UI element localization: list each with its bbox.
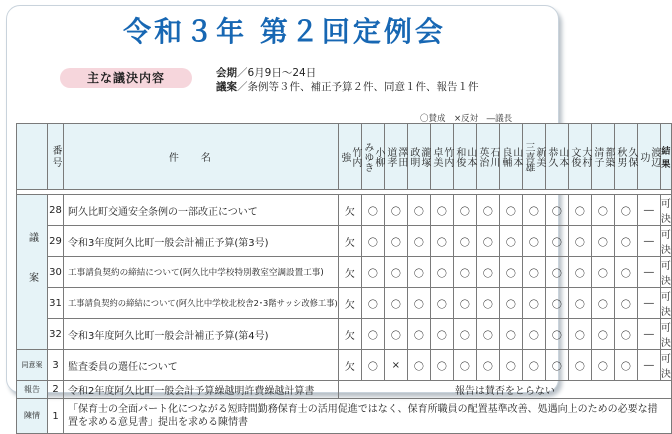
vote-cell: 〇 [499, 288, 522, 319]
vote-cell: 〇 [453, 195, 476, 226]
table-row [17, 257, 672, 288]
vote-cell: 〇 [361, 319, 384, 350]
member-surname: 大村 [579, 146, 591, 167]
session-line [216, 67, 316, 80]
row-number: 3 [48, 350, 64, 381]
vote-cell: 〇 [407, 226, 430, 257]
vote-cell: 〇 [361, 226, 384, 257]
vote-cell: 〇 [384, 226, 407, 257]
member-header [545, 124, 568, 190]
member-given: 卓美 [430, 146, 442, 167]
vote-cell: 〇 [476, 288, 499, 319]
member-header [568, 124, 591, 190]
vote-cell: 〇 [499, 257, 522, 288]
result-cell: 可決 [660, 226, 671, 257]
vote-cell: 〇 [568, 226, 591, 257]
member-given: 政明 [407, 146, 419, 167]
vote-cell: 〇 [499, 350, 522, 381]
vote-cell: 〇 [545, 288, 568, 319]
vote-cell: 欠 [338, 288, 361, 319]
vote-cell: ― [637, 288, 660, 319]
row-name: 工事請負契約の締結について(阿久比中学校特別教室空調設置工事) [64, 257, 339, 288]
member-surname: 小柳 [372, 146, 384, 167]
vote-cell: 〇 [568, 257, 591, 288]
session-value: 6月9日〜24日 [247, 67, 317, 79]
vote-cell: 〇 [614, 319, 637, 350]
member-given: 道孝 [384, 146, 396, 167]
member-header [637, 124, 660, 190]
member-given: 良輔 [499, 146, 511, 167]
vote-cell: 〇 [476, 319, 499, 350]
member-surname: 山本 [510, 146, 522, 167]
table-row [17, 319, 672, 350]
vote-cell: 〇 [361, 288, 384, 319]
result-cell: 可決 [660, 195, 671, 226]
member-surname: 都築 [602, 146, 614, 167]
vote-cell: 〇 [591, 319, 614, 350]
vote-cell: 〇 [568, 350, 591, 381]
member-given: 清子 [591, 146, 603, 167]
result-cell: 可決 [660, 257, 671, 288]
header-result: 結果 [660, 124, 671, 190]
vote-cell: 〇 [476, 226, 499, 257]
member-header [453, 124, 476, 190]
vote-cell: 〇 [430, 195, 453, 226]
vote-cell: 欠 [338, 350, 361, 381]
vote-cell: 〇 [522, 195, 545, 226]
vote-cell: 〇 [545, 319, 568, 350]
table-row [17, 226, 672, 257]
member-surname: 山本 [464, 146, 476, 167]
vote-cell: 〇 [361, 195, 384, 226]
row-name: 工事請負契約の締結について(阿久比中学校北校舎2･3階サッシ改修工事) [64, 288, 339, 319]
table-row [17, 381, 672, 399]
vote-cell: 〇 [568, 319, 591, 350]
member-surname: 澤田 [395, 146, 407, 167]
vote-cell: 〇 [522, 319, 545, 350]
member-given: 強 [338, 151, 350, 162]
vote-cell: 〇 [614, 350, 637, 381]
member-header [614, 124, 637, 190]
member-header [476, 124, 499, 190]
vote-cell: 〇 [430, 288, 453, 319]
category-doui: 同意案 [17, 350, 48, 381]
member-header [499, 124, 522, 190]
vote-cell: 〇 [591, 195, 614, 226]
row-number: 31 [48, 288, 64, 319]
header-name: 件名 [64, 124, 339, 190]
session-label: 会期 [216, 67, 237, 79]
vote-cell: 〇 [522, 226, 545, 257]
result-cell: 可決 [660, 288, 671, 319]
vote-cell: 〇 [384, 257, 407, 288]
table-row [17, 195, 672, 226]
member-surname: 瀧塚 [418, 146, 430, 167]
vote-cell: ― [637, 319, 660, 350]
vote-cell: 〇 [384, 319, 407, 350]
member-surname: 竹内 [441, 146, 453, 167]
vote-cell: 〇 [407, 257, 430, 288]
vote-cell: ― [637, 195, 660, 226]
vote-cell: 〇 [522, 350, 545, 381]
vote-cell: 〇 [499, 319, 522, 350]
member-surname: 久保 [625, 146, 637, 167]
vote-cell: 〇 [614, 226, 637, 257]
result-cell: 可決 [660, 319, 671, 350]
vote-cell: 〇 [591, 257, 614, 288]
vote-cell: 〇 [384, 288, 407, 319]
member-given: 和俊 [453, 146, 465, 167]
vote-cell: 〇 [407, 195, 430, 226]
row-name: 監査委員の選任について [64, 350, 339, 381]
row-name: 令和2年度阿久比町一般会計予算繰越明許費繰越計算書 [64, 381, 339, 399]
row-number: 30 [48, 257, 64, 288]
items-label: 議案 [216, 81, 237, 93]
member-surname: 新美 [533, 146, 545, 167]
member-given: 秋男 [614, 146, 626, 167]
category-houkoku: 報告 [17, 381, 48, 399]
vote-cell: 〇 [407, 350, 430, 381]
member-header [407, 124, 430, 190]
member-given: 恭久 [545, 146, 557, 167]
vote-cell: 〇 [453, 350, 476, 381]
member-surname: 渡辺 [648, 146, 660, 167]
vote-cell: × [384, 350, 407, 381]
resolution-table [16, 123, 672, 434]
vote-cell: 〇 [430, 257, 453, 288]
vote-cell: 〇 [430, 319, 453, 350]
vote-cell: 〇 [545, 226, 568, 257]
vote-cell: 〇 [407, 319, 430, 350]
vote-cell: 〇 [361, 350, 384, 381]
vote-cell: 〇 [591, 350, 614, 381]
member-header [361, 124, 384, 190]
row-number: 32 [48, 319, 64, 350]
vote-cell: ― [637, 257, 660, 288]
vote-cell: 〇 [545, 257, 568, 288]
vote-cell: 〇 [453, 319, 476, 350]
vote-cell: 〇 [591, 288, 614, 319]
vote-cell: 欠 [338, 257, 361, 288]
vote-cell: 〇 [568, 195, 591, 226]
member-surname: 山本 [556, 146, 568, 167]
report-note: 報告は賛否をとらない [338, 381, 671, 399]
items-sep: ／ [237, 81, 248, 93]
vote-cell: 〇 [384, 195, 407, 226]
vote-cell: 〇 [614, 195, 637, 226]
vote-cell: 〇 [407, 288, 430, 319]
row-name: 令和3年度阿久比町一般会計補正予算(第3号) [64, 226, 339, 257]
table-row [17, 350, 672, 381]
vote-cell: 〇 [545, 350, 568, 381]
items-line [216, 81, 479, 94]
result-cell: 可決 [660, 350, 671, 381]
member-given: 英治 [476, 146, 488, 167]
vote-legend: 〇賛成 ×反対 ―議長 [420, 114, 513, 124]
member-header [338, 124, 361, 190]
member-surname: 竹内 [349, 146, 361, 167]
member-header [430, 124, 453, 190]
member-header [522, 124, 545, 190]
row-name: 阿久比町交通安全条例の一部改正について [64, 195, 339, 226]
table-row [17, 399, 672, 434]
table-header-row [17, 124, 672, 190]
vote-cell: 〇 [568, 288, 591, 319]
vote-cell: 欠 [338, 226, 361, 257]
header-number: 番号 [48, 124, 64, 190]
row-number: 28 [48, 195, 64, 226]
petition-text: 「保育士の全面パート化につながる短時間勤務保育士の活用促進ではなく、保育所職員の配置基準改善、処遇向上のための必要な措置を求める意見書」提出を求める陳情書 [64, 399, 672, 434]
member-given: みゆき [361, 141, 373, 172]
vote-cell: 欠 [338, 319, 361, 350]
vote-cell: 〇 [499, 195, 522, 226]
member-given: 功 [637, 151, 649, 162]
row-name: 令和3年度阿久比町一般会計補正予算(第4号) [64, 319, 339, 350]
row-number: 1 [48, 399, 64, 434]
vote-cell: ― [637, 226, 660, 257]
table-row [17, 288, 672, 319]
vote-cell: 〇 [453, 226, 476, 257]
vote-cell: 〇 [476, 350, 499, 381]
row-number: 29 [48, 226, 64, 257]
member-given: 三喜雄 [522, 141, 534, 172]
category-gian: 議案 [17, 195, 48, 350]
page-title: 令和３年 第２回定例会 [123, 15, 446, 48]
vote-cell: 〇 [430, 226, 453, 257]
vote-cell: 〇 [430, 350, 453, 381]
vote-cell: 欠 [338, 195, 361, 226]
vote-cell: 〇 [476, 195, 499, 226]
session-sep: ／ [237, 67, 248, 79]
vote-cell: 〇 [453, 288, 476, 319]
vote-cell: 〇 [361, 257, 384, 288]
items-value: 条例等３件、補正予算２件、同意１件、報告１件 [247, 81, 479, 93]
vote-cell: 〇 [545, 195, 568, 226]
vote-cell: 〇 [476, 257, 499, 288]
vote-cell: 〇 [614, 288, 637, 319]
vote-cell: 〇 [591, 226, 614, 257]
vote-cell: 〇 [453, 257, 476, 288]
member-header [384, 124, 407, 190]
vote-cell: 〇 [522, 257, 545, 288]
vote-cell: 〇 [614, 257, 637, 288]
row-number: 2 [48, 381, 64, 399]
category-chinjo: 陳情 [17, 399, 48, 434]
vote-cell: ― [637, 350, 660, 381]
member-header [591, 124, 614, 190]
member-surname: 石川 [487, 146, 499, 167]
vote-cell: 〇 [499, 226, 522, 257]
header-blank [17, 124, 48, 190]
section-badge: 主な議決内容 [60, 68, 192, 88]
vote-cell: 〇 [522, 288, 545, 319]
member-given: 文俊 [568, 146, 580, 167]
